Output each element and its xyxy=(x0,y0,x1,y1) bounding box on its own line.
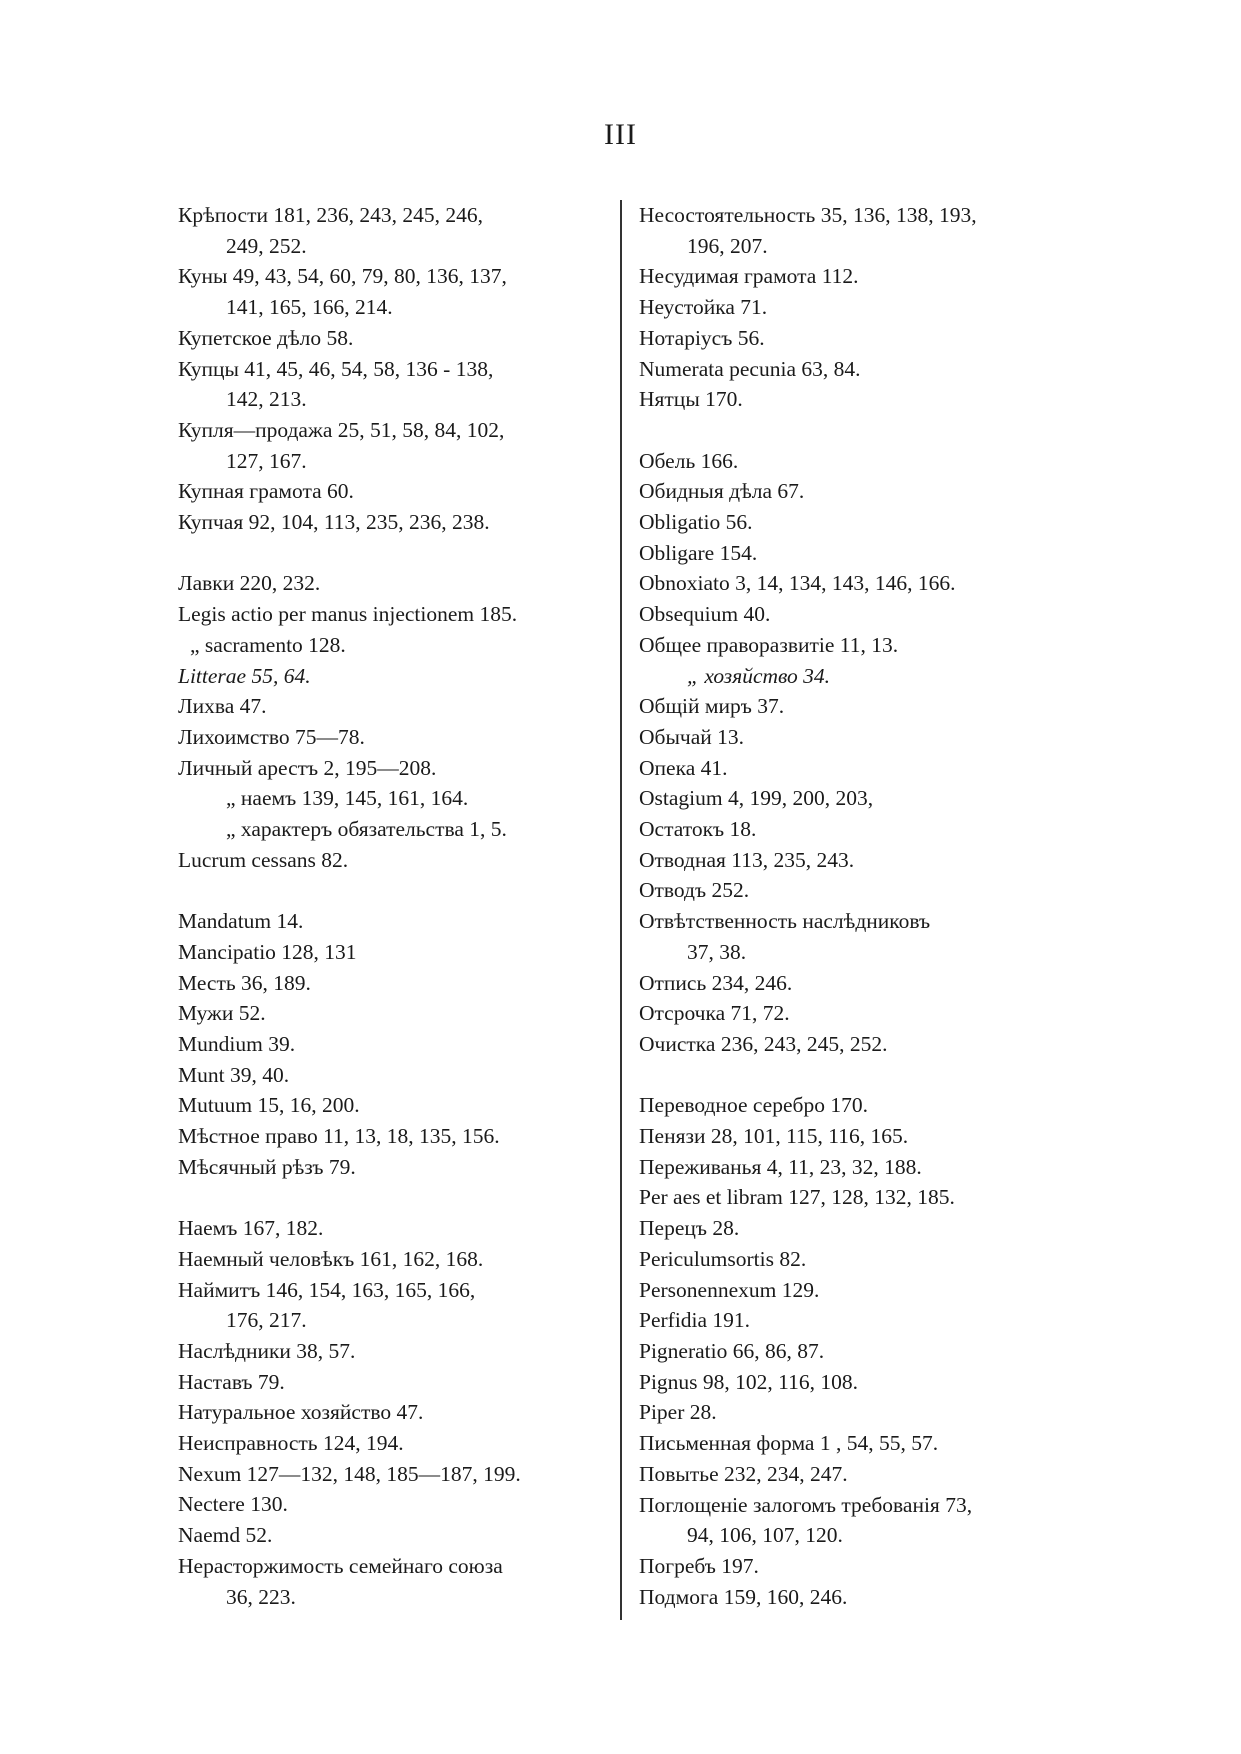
index-entry-continuation: 94, 106, 107, 120. xyxy=(687,1523,843,1548)
index-entry: Mutuum 15, 16, 200. xyxy=(178,1093,360,1118)
index-entry: „ хозяйство 34. xyxy=(687,663,831,688)
index-entry: „ sacramento 128. xyxy=(190,632,346,657)
index-entry: Personennexum 129. xyxy=(639,1277,820,1302)
index-entry: Nectere 130. xyxy=(178,1492,288,1517)
index-entry: Legis actio per manus injectionem 185. xyxy=(178,602,518,627)
index-entry: Несудимая грамота 112. xyxy=(639,264,859,289)
index-entry: Купля—продажа 25, 51, 58, 84, 102, xyxy=(178,417,505,442)
index-entry: Perfidia 191. xyxy=(639,1308,751,1333)
index-entry: Numerata pecunia 63, 84. xyxy=(639,356,861,381)
index-entry: Отпись 234, 246. xyxy=(639,970,793,995)
column-divider xyxy=(620,200,622,1620)
index-entry: Опека 41. xyxy=(639,755,728,780)
index-entry: Obnoxiato 3, 14, 134, 143, 146, 166. xyxy=(639,571,956,596)
index-entry: Неисправность 124, 194. xyxy=(178,1431,404,1456)
index-entry: Лихва 47. xyxy=(178,694,267,719)
index-entry: Litterae 55, 64. xyxy=(178,663,311,688)
index-column-left xyxy=(178,200,608,1612)
index-entry: Lucrum cessans 82. xyxy=(178,847,349,872)
index-entry: Obligatio 56. xyxy=(639,510,753,535)
index-entry: Месть 36, 189. xyxy=(178,970,311,995)
index-entry: Obsequium 40. xyxy=(639,602,771,627)
index-entry-continuation: 142, 213. xyxy=(226,387,307,412)
index-entry: Нерасторжимость семейнаго союза xyxy=(178,1553,503,1578)
index-entry: Повытье 232, 234, 247. xyxy=(639,1461,848,1486)
index-entry: Мѣстное право 11, 13, 18, 135, 156. xyxy=(178,1124,500,1149)
index-entry: „ наемъ 139, 145, 161, 164. xyxy=(226,786,469,811)
index-entry: Наемъ 167, 182. xyxy=(178,1216,324,1241)
index-entry: Купетское дѣло 58. xyxy=(178,325,354,350)
index-entry: Обычай 13. xyxy=(639,724,745,749)
index-entry-continuation: 36, 223. xyxy=(226,1584,296,1609)
index-entry: Куны 49, 43, 54, 60, 79, 80, 136, 137, xyxy=(178,264,507,289)
index-entry: Несостоятельность 35, 136, 138, 193, xyxy=(639,203,977,227)
section-gap xyxy=(178,1182,608,1213)
index-entry: Мѣсячный рѣзъ 79. xyxy=(178,1154,356,1179)
index-entry: Остатокъ 18. xyxy=(639,817,757,842)
index-entry: Pigneratio 66, 86, 87. xyxy=(639,1338,825,1363)
index-entry: Лихоимство 75—78. xyxy=(178,724,365,749)
index-entry: Отсрочка 71, 72. xyxy=(639,1001,790,1026)
index-entry: Обель 166. xyxy=(639,448,739,473)
index-entry-continuation: 249, 252. xyxy=(226,233,307,258)
index-entry: Купная грамота 60. xyxy=(178,479,354,504)
index-entry: Отвѣтственность наслѣдниковъ xyxy=(639,909,931,934)
index-entry: Мужи 52. xyxy=(178,1001,266,1026)
index-entry: Переживанья 4, 11, 23, 32, 188. xyxy=(639,1154,922,1179)
index-entry: Пенязи 28, 101, 115, 116, 165. xyxy=(639,1124,909,1149)
index-entry: Натуральное хозяйство 47. xyxy=(178,1400,424,1425)
index-column-right xyxy=(639,200,1079,1612)
index-entry: Нятцы 170. xyxy=(639,387,743,412)
index-entry: Periculumsortis 82. xyxy=(639,1246,807,1271)
index-entry: Неустойка 71. xyxy=(639,295,768,320)
index-entry-continuation: 196, 207. xyxy=(687,233,768,258)
index-entry: Наемный человѣкъ 161, 162, 168. xyxy=(178,1246,484,1271)
index-entry: Piper 28. xyxy=(639,1400,717,1425)
index-entry: Крѣпости 181, 236, 243, 245, 246, xyxy=(178,203,483,227)
index-entry: Munt 39, 40. xyxy=(178,1062,290,1087)
index-entry: Obligare 154. xyxy=(639,540,758,565)
index-entry: Переводное серебро 170. xyxy=(639,1093,868,1118)
index-entry: Mundium 39. xyxy=(178,1031,296,1056)
index-entry: Mancipatio 128, 131 xyxy=(178,939,357,964)
index-entry: Отводъ 252. xyxy=(639,878,750,903)
index-entry: Купцы 41, 45, 46, 54, 58, 136 - 138, xyxy=(178,356,494,381)
section-gap xyxy=(639,415,1079,446)
index-entry: Per aes et libram 127, 128, 132, 185. xyxy=(639,1185,955,1210)
index-entry: Общій миръ 37. xyxy=(639,694,785,719)
index-entry: Личный арестъ 2, 195—208. xyxy=(178,755,437,780)
index-entry: Наслѣдники 38, 57. xyxy=(178,1338,356,1363)
index-entry: Pignus 98, 102, 116, 108. xyxy=(639,1369,858,1394)
index-entry-continuation: 127, 167. xyxy=(226,448,307,473)
index-entry: Перецъ 28. xyxy=(639,1216,740,1241)
index-entry-continuation: 141, 165, 166, 214. xyxy=(226,295,393,320)
index-entry: Ostagium 4, 199, 200, 203, xyxy=(639,786,874,811)
index-entry: Общее праворазвитіе 11, 13. xyxy=(639,632,899,657)
index-entry: Naemd 52. xyxy=(178,1523,273,1548)
index-entry: Поглощеніе залогомъ требованія 73, xyxy=(639,1492,973,1517)
index-entry-continuation: 176, 217. xyxy=(226,1308,307,1333)
index-entry: Наймитъ 146, 154, 163, 165, 166, xyxy=(178,1277,476,1302)
index-entry: Обидныя дѣла 67. xyxy=(639,479,805,504)
index-entry: Лавки 220, 232. xyxy=(178,571,321,596)
index-entry: Подмога 159, 160, 246. xyxy=(639,1584,848,1609)
index-entry: „ характеръ обязательства 1, 5. xyxy=(226,817,507,842)
index-entry: Очистка 236, 243, 245, 252. xyxy=(639,1031,888,1056)
index-entry: Отводная 113, 235, 243. xyxy=(639,847,855,872)
index-entry: Купчая 92, 104, 113, 235, 236, 238. xyxy=(178,510,490,535)
section-gap xyxy=(639,1060,1079,1091)
index-entry: Нотаріусъ 56. xyxy=(639,325,765,350)
section-gap xyxy=(178,538,608,569)
index-entry: Mandatum 14. xyxy=(178,909,304,934)
index-entry-continuation: 37, 38. xyxy=(687,939,747,964)
index-entry: Nexum 127—132, 148, 185—187, 199. xyxy=(178,1461,521,1486)
page-number: III xyxy=(604,118,637,151)
section-gap xyxy=(178,875,608,906)
index-entry: Письменная форма 1 , 54, 55, 57. xyxy=(639,1431,939,1456)
index-entry: Наставъ 79. xyxy=(178,1369,285,1394)
index-entry: Погребъ 197. xyxy=(639,1553,759,1578)
